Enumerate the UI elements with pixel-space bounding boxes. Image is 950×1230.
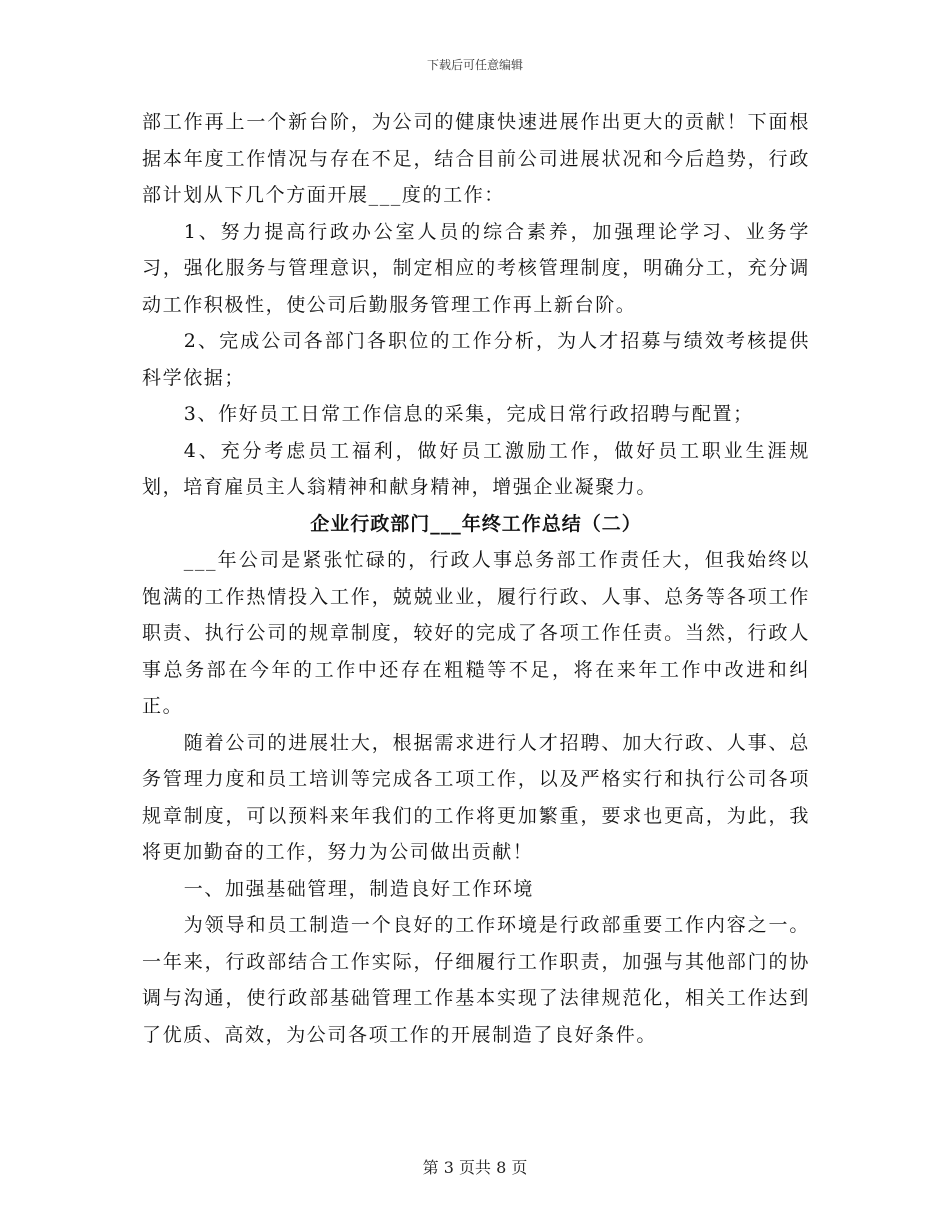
paragraph-plan: 随着公司的进展壮大，根据需求进行人才招聘、加大行政、人事、总务管理力度和员工培训等完成各工项工作，以及严格实行和执行公司各项规章制度，可以预料来年我们的工作将更加繁重，要求也更高，为此，我将更加勤奋的工作，努力为公司做出贡献！ [142, 731, 810, 863]
paragraph-item-3: 3、作好员工日常工作信息的采集，完成日常行政招聘与配置； [183, 403, 754, 425]
paragraph-item-4: 4、充分考虑员工福利，做好员工激励工作，做好员工职业生涯规划，培育雇员主人翁精神和献身精神，增强企业凝聚力。 [142, 439, 810, 498]
section-title: 企业行政部门___年终工作总结（二） [310, 512, 642, 535]
subsection-heading: 一、加强基础管理，制造良好工作环境 [183, 877, 534, 900]
paragraph-item-1: 1、努力提高行政办公室人员的综合素养，加强理论学习、业务学习，强化服务与管理意识，制定相应的考核管理制度，明确分工，充分调动工作积极性，使公司后勤服务管理工作再上新台阶。 [142, 220, 810, 316]
paragraph-intro: ___年公司是紧张忙碌的，行政人事总务部工作责任大，但我始终以饱满的工作热情投入工作，兢兢业业，履行行政、人事、总务等各项工作职责、执行公司的规章制度，较好的完成了各项工作任责。当然，行政人事总务部在今年的工作中还存在粗糙等不足，将在来年工作中改进和纠正。 [142, 549, 810, 717]
paragraph-item-2: 2、完成公司各部门各职位的工作分析，为人才招募与绩效考核提供科学依据； [142, 330, 810, 389]
page-footer: 第 3 页共 8 页 [422, 1158, 528, 1177]
document-body [142, 104, 810, 1053]
page-header: 下载后可任意编辑 [426, 58, 523, 72]
paragraph-environment: 为领导和员工制造一个良好的工作环境是行政部重要工作内容之一。一年来，行政部结合工作实际，仔细履行工作职责，加强与其他部门的协调与沟通，使行政部基础管理工作基本实现了法律规范化，相关工作达到了优质、高效，为公司各项工作的开展制造了良好条件。 [142, 914, 810, 1046]
paragraph-continuation: 部工作再上一个新台阶，为公司的健康快速进展作出更大的贡献！下面根据本年度工作情况与存在不足，结合目前公司进展状况和今后趋势，行政部计划从下几个方面开展___度的工作： [142, 111, 810, 206]
